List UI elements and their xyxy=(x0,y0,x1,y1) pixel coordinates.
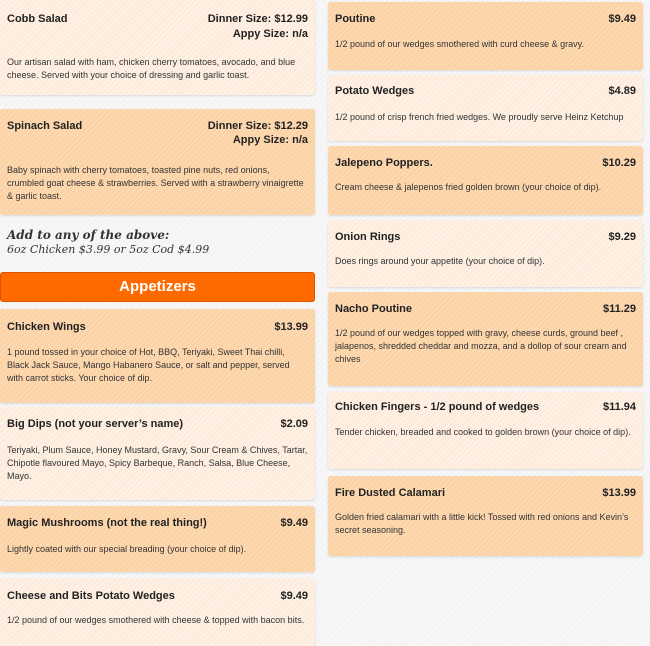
item-price: $11.29 xyxy=(602,303,636,315)
item-description: Our artisan salad with ham, chicken cherry tomatoes, avocado, and blue cheese. Served with your choice of dressing and garlic toast. xyxy=(7,57,296,80)
item-price-dinner: Dinner Size: $12.29 xyxy=(207,120,308,132)
item-description: 1/2 pound of our wedges smothered with cheese & topped with bacon bits. xyxy=(7,615,305,625)
item-price: $9.49 xyxy=(280,517,308,529)
item-name: Fire Dusted Calamari xyxy=(335,487,446,499)
item-description: Lightly coated with our special breading (your choice of dip). xyxy=(7,544,247,554)
item-name: Magic Mushrooms (not the real thing!) xyxy=(7,517,207,529)
item-name: Spinach Salad xyxy=(7,120,83,132)
menu-item-cobb-salad xyxy=(0,0,315,95)
addon-title: Add to any of the above: xyxy=(7,228,170,242)
item-description: Teriyaki, Plum Sauce, Honey Mustard, Gravy, Sour Cream & Chives, Tartar, Chipotle flavoured Mayo, Spicy Barbeque, Ranch, Salsa, Blue Cheese, Mayo. xyxy=(7,445,308,481)
menu-item-onion-rings xyxy=(328,220,643,287)
menu-item-poutine xyxy=(328,2,643,70)
item-name: Cobb Salad xyxy=(7,13,68,25)
menu-item-potato-wedges xyxy=(328,75,643,141)
item-name: Jalepeno Poppers. xyxy=(335,157,433,169)
item-price: $9.29 xyxy=(608,231,636,243)
menu-item-cheese-bits-wedges xyxy=(0,578,315,646)
item-description: 1/2 pound of our wedges smothered with curd cheese & gravy. xyxy=(335,39,584,49)
item-price-dinner: Dinner Size: $12.99 xyxy=(207,13,308,25)
item-description: 1 pound tossed in your choice of Hot, BBQ, Teriyaki, Sweet Thai chilli, Black Jack Sauce, Mango Habanero Sauce, or salt and pepper, served with carrot sticks. Your choice of dip. xyxy=(7,347,290,383)
item-price: $2.09 xyxy=(280,418,308,430)
addon-note xyxy=(7,228,307,256)
menu-item-fire-dusted-calamari xyxy=(328,476,643,556)
item-description: Baby spinach with cherry tomatoes, toasted pine nuts, red onions, crumbled goat cheese & strawberries. Served with a strawberry vinaigrette & garlic toast. xyxy=(7,165,304,201)
menu-item-nacho-poutine xyxy=(328,292,643,386)
item-description: Does rings around your appetite (your choice of dip). xyxy=(335,256,545,266)
item-description: Tender chicken, breaded and cooked to golden brown (your choice of dip). xyxy=(335,427,631,437)
item-description: Golden fried calamari with a little kick! Tossed with red onions and Kevin’s secret seasoning. xyxy=(335,512,629,535)
item-price: $11.94 xyxy=(602,401,636,413)
item-price: $10.29 xyxy=(602,157,636,169)
item-description: 1/2 pound of our wedges topped with gravy, cheese curds, ground beef , jalapenos, shredded cheddar and mozza, and a dollop of sour cream and chives xyxy=(335,328,627,364)
item-name: Chicken Fingers - 1/2 pound of wedges xyxy=(335,401,540,413)
item-price-appy: Appy Size: n/a xyxy=(232,134,308,146)
menu-item-spinach-salad xyxy=(0,109,315,215)
item-price: $13.99 xyxy=(274,321,308,333)
item-name: Onion Rings xyxy=(335,231,401,243)
item-name: Poutine xyxy=(335,13,376,25)
item-name: Nacho Poutine xyxy=(335,303,413,315)
section-header-appetizers: Appetizers xyxy=(0,272,315,302)
item-description: 1/2 pound of crisp french fried wedges. We proudly serve Heinz Ketchup xyxy=(335,112,624,122)
menu-item-chicken-wings xyxy=(0,309,315,403)
item-price: $9.49 xyxy=(280,590,308,602)
addon-text: 6oz Chicken $3.99 or 5oz Cod $4.99 xyxy=(7,243,210,256)
item-description: Cream cheese & jalepenos fried golden brown (your choice of dip). xyxy=(335,182,602,192)
item-price: $4.89 xyxy=(608,85,636,97)
item-name: Cheese and Bits Potato Wedges xyxy=(7,590,175,602)
item-price-appy: Appy Size: n/a xyxy=(232,28,308,40)
item-price: $13.99 xyxy=(602,487,636,499)
item-name: Big Dips (not your server’s name) xyxy=(7,418,184,430)
menu-item-magic-mushrooms xyxy=(0,506,315,572)
item-name: Chicken Wings xyxy=(7,321,86,333)
menu-item-jalepeno-poppers xyxy=(328,146,643,215)
item-name: Potato Wedges xyxy=(335,85,415,97)
menu-item-big-dips xyxy=(0,407,315,500)
item-price: $9.49 xyxy=(608,13,636,25)
menu-item-chicken-fingers xyxy=(328,392,643,469)
